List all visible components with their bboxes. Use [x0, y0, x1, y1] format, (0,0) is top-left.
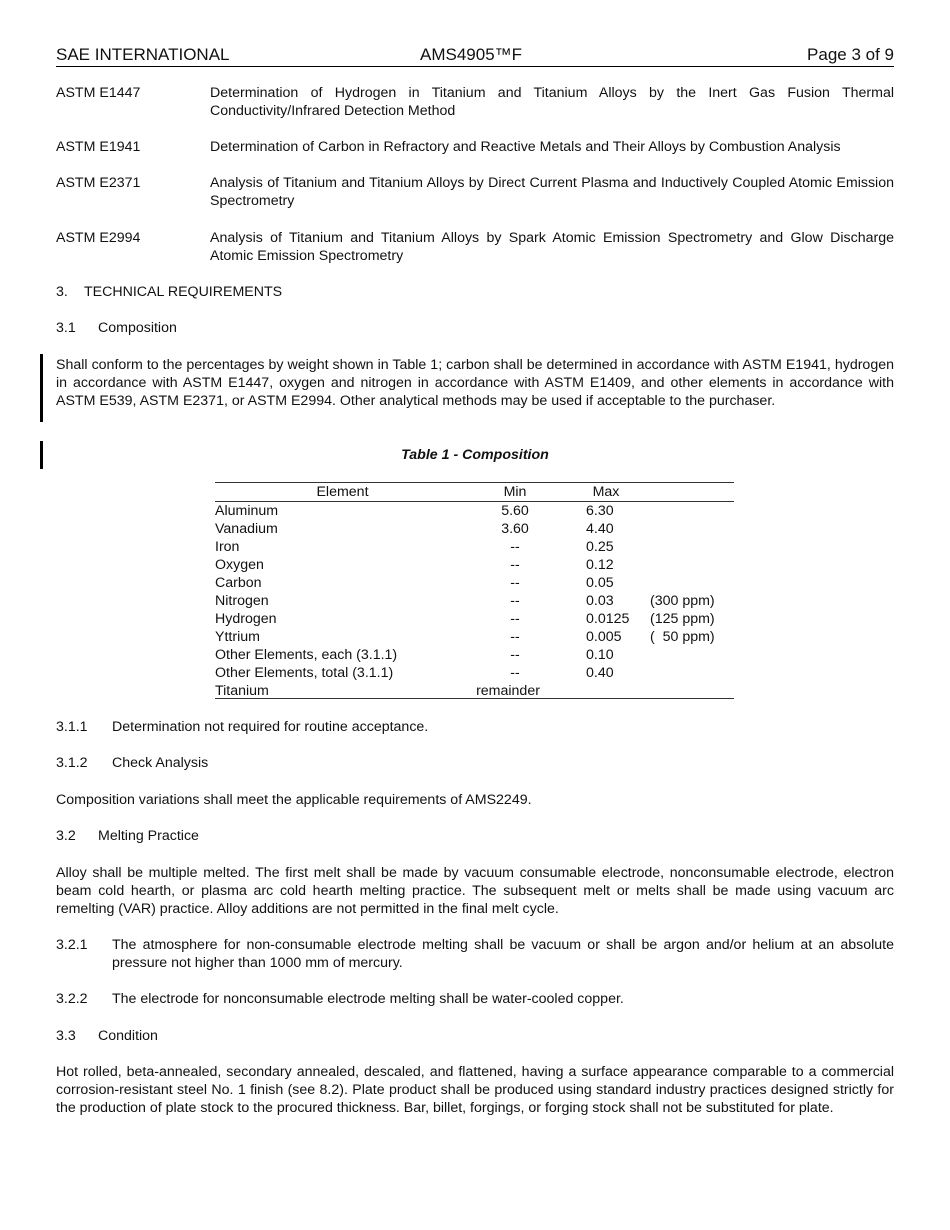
section-3-2-2-text: The electrode for nonconsumable electrode melting shall be water-cooled copper.: [112, 991, 624, 1007]
section-title: Condition: [98, 1028, 158, 1044]
table-title: Table 1 - Composition: [401, 447, 549, 463]
table-row: [215, 574, 734, 592]
reference-code: ASTM E1447: [56, 85, 141, 101]
table-header-row: [215, 483, 734, 501]
table-row: [215, 628, 734, 646]
table-row: [215, 610, 734, 628]
cell-min: 5.60: [501, 503, 529, 519]
section-3-1-1-text: Determination not required for routine acceptance.: [112, 719, 429, 735]
section-3-3-heading: [56, 1027, 158, 1045]
reference-title: Determination of Carbon in Refractory and Reactive Metals and Their Alloys by Combustion Analysis: [210, 139, 841, 155]
cell-min: --: [510, 611, 520, 627]
cell-min: --: [510, 665, 520, 681]
cell-element: Iron: [215, 539, 240, 555]
reference-title: Analysis of Titanium and Titanium Alloys by Spark Atomic Emission Spectrometry and Glow Discharge Atomic Emission Spectrometry: [210, 230, 894, 264]
section-number: 3.2.2: [56, 991, 88, 1007]
table-row: [215, 502, 734, 520]
cell-min: --: [510, 629, 520, 645]
section-title: Check Analysis: [112, 755, 209, 771]
cell-element: Titanium: [215, 683, 269, 699]
cell-element: Hydrogen: [215, 611, 277, 627]
section-3-2-heading: [56, 827, 199, 845]
table-row: [215, 556, 734, 574]
page-header: [56, 44, 894, 67]
section-number: 3.1.2: [56, 755, 88, 771]
reference-code: ASTM E1941: [56, 139, 141, 155]
section-number: 3.: [56, 284, 68, 300]
cell-element: Other Elements, total (3.1.1): [215, 665, 394, 681]
cell-min: --: [510, 593, 520, 609]
section-number: 3.2.1: [56, 937, 88, 953]
table-row: [215, 520, 734, 538]
section-number: 3.3: [56, 1028, 76, 1044]
cell-ppm: ( 50 ppm): [650, 629, 715, 645]
cell-ppm: (300 ppm): [650, 593, 715, 609]
cell-max: 4.40: [586, 521, 614, 537]
section-number: 3.1.1: [56, 719, 88, 735]
section-number: 3.2: [56, 828, 76, 844]
cell-element: Vanadium: [215, 521, 278, 537]
cell-element: Carbon: [215, 575, 262, 591]
cell-max: 0.005: [586, 629, 622, 645]
section-title: Composition: [98, 320, 177, 336]
section-title: Melting Practice: [98, 828, 199, 844]
table-row: [215, 538, 734, 556]
reference-code: ASTM E2994: [56, 230, 141, 246]
reference-title: Determination of Hydrogen in Titanium and Titanium Alloys by the Inert Gas Fusion Thermal Conductivity/Infrared Detection Method: [210, 85, 894, 119]
cell-max: 0.40: [586, 665, 614, 681]
cell-max: 0.05: [586, 575, 614, 591]
section-3-1-heading: [56, 319, 177, 337]
cell-max: 6.30: [586, 503, 614, 519]
section-3-heading: [56, 283, 282, 301]
table-bottom-rule: [215, 698, 734, 699]
revision-change-bar: [40, 354, 43, 422]
header-max: Max: [592, 484, 620, 500]
condition-paragraph: Hot rolled, beta-annealed, secondary annealed, descaled, and flattened, having a surface appearance comparable to a commercial corrosion-resistant steel No. 1 finish (see 8.2). Plate product shall be produced using standard industry practices designed strictly for the production of plate stock to the procured thickness. Bar, billet, forgings, or forging stock shall not be substituted for plate.: [56, 1064, 894, 1116]
cell-max: 0.10: [586, 647, 614, 663]
melting-practice-paragraph: Alloy shall be multiple melted. The first melt shall be made by vacuum consumable electrode, nonconsumable electrode, electron beam cold hearth, or plasma arc cold hearth melting practice. The subsequent melt or melts shall be made using vacuum arc remelting (VAR) practice. Alloy additions are not permitted in the final melt cycle.: [56, 865, 894, 917]
table-row: [215, 592, 734, 610]
header-doc-id: AMS4905™F: [420, 45, 523, 64]
table-row: [215, 646, 734, 664]
check-analysis-paragraph: Composition variations shall meet the applicable requirements of AMS2249.: [56, 792, 532, 808]
table-row: [215, 664, 734, 682]
cell-max: 0.12: [586, 557, 614, 573]
header-org: SAE INTERNATIONAL: [56, 45, 230, 64]
cell-element: Other Elements, each (3.1.1): [215, 647, 398, 663]
header-element: Element: [316, 484, 369, 500]
cell-min: 3.60: [501, 521, 529, 537]
reference-title: Analysis of Titanium and Titanium Alloys by Direct Current Plasma and Inductively Coupled Atomic Emission Spectrometry: [210, 175, 894, 209]
cell-element: Nitrogen: [215, 593, 269, 609]
cell-max: 0.25: [586, 539, 614, 555]
header-min: Min: [503, 484, 527, 500]
cell-max: 0.0125: [586, 611, 630, 627]
header-page-number: Page 3 of 9: [807, 45, 894, 64]
revision-change-bar: [40, 441, 43, 469]
composition-paragraph: Shall conform to the percentages by weight shown in Table 1; carbon shall be determined in accordance with ASTM E1941, hydrogen in accordance with ASTM E1447, oxygen and nitrogen in accordance with ASTM E1409, and other elements in accordance with ASTM E539, ASTM E2371, or ASTM E2994. Other analytical methods may be used if acceptable to the purchaser.: [56, 357, 894, 409]
cell-min: remainder: [476, 683, 540, 699]
section-number: 3.1: [56, 320, 76, 336]
cell-min: --: [510, 647, 520, 663]
cell-ppm: (125 ppm): [650, 611, 715, 627]
cell-min: --: [510, 575, 520, 591]
cell-min: --: [510, 557, 520, 573]
cell-element: Oxygen: [215, 557, 264, 573]
cell-element: Aluminum: [215, 503, 279, 519]
section-3-2-1-text: The atmosphere for non-consumable electrode melting shall be vacuum or shall be argon and/or helium at an absolute pressure not higher than 1000 mm of mercury.: [112, 937, 894, 971]
reference-code: ASTM E2371: [56, 175, 141, 191]
cell-max: 0.03: [586, 593, 614, 609]
section-title: TECHNICAL REQUIREMENTS: [84, 284, 283, 300]
cell-min: --: [510, 539, 520, 555]
cell-element: Yttrium: [215, 629, 260, 645]
